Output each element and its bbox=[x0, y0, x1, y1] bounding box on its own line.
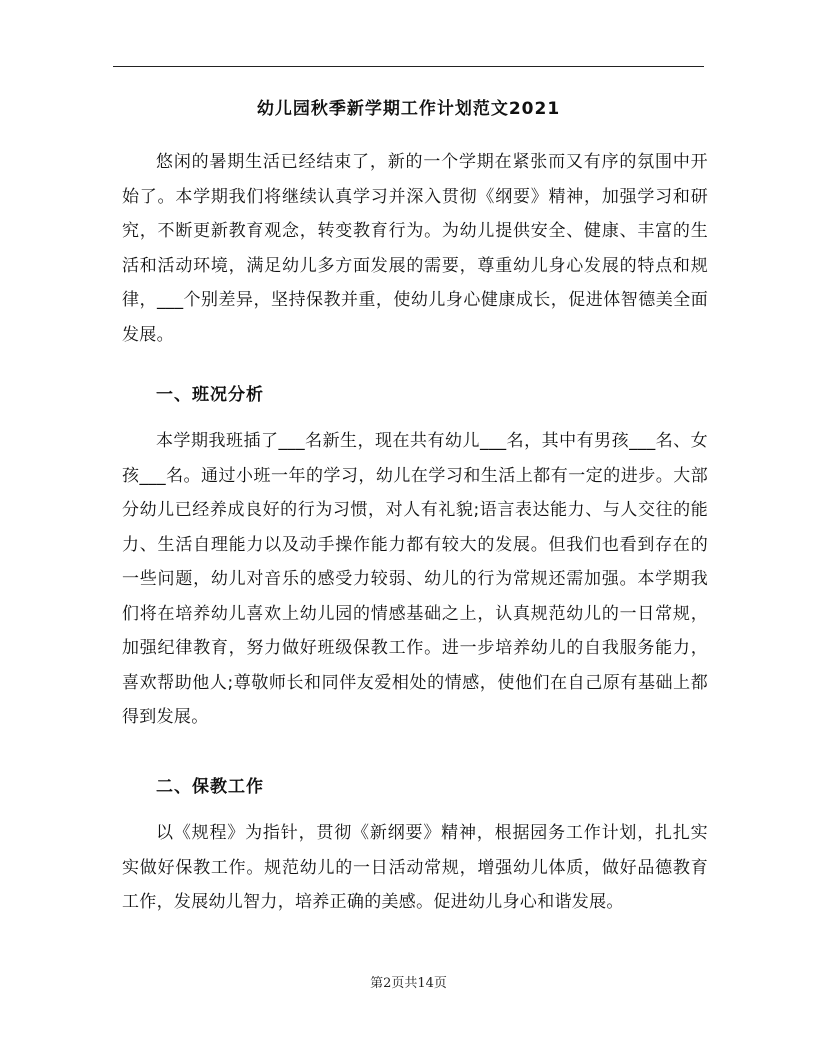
page-number-footer: 第2页共14页 bbox=[370, 976, 447, 991]
section-heading-care-education: 二、保教工作 bbox=[156, 777, 264, 797]
class-analysis-paragraph: 本学期我班插了___名新生，现在共有幼儿___名，其中有男孩___名、女孩___名。通过小班一年的学习，幼儿在学习和生活上都有一定的进步。大部分幼儿已经养成良好的行为习惯，对人有礼貌;语言表达能力、与人交往的能力、生活自理能力以及动手操作能力都有较大的发展。但我们也看到存在的一些问题，幼儿对音乐的感受力较弱、幼儿的行为常规还需加强。本学期我们将在培养幼儿喜欢上幼儿园的情感基础之上，认真规范幼儿的一日常规，加强纪律教育，努力做好班级保教工作。进一步培养幼儿的自我服务能力，喜欢帮助他人;尊敬师长和同伴友爱相处的情感，使他们在自己原有基础上都得到发展。 bbox=[122, 431, 708, 727]
care-education-paragraph: 以《规程》为指针，贯彻《新纲要》精神，根据园务工作计划，扎扎实实做好保教工作。规范幼儿的一日活动常规，增强幼儿体质，做好品德教育工作，发展幼儿智力，培养正确的美感。促进幼儿身心和谐发展。 bbox=[122, 823, 708, 912]
document-title: 幼儿园秋季新学期工作计划范文2021 bbox=[256, 99, 561, 119]
intro-paragraph: 悠闲的暑期生活已经结束了，新的一个学期在紧张而又有序的氛围中开始了。本学期我们将继续认真学习并深入贯彻《纲要》精神，加强学习和研究，不断更新教育观念，转变教育行为。为幼儿提供安全、健康、丰富的生活和活动环境，满足幼儿多方面发展的需要，尊重幼儿身心发展的特点和规律，___个别差异，坚持保教并重，使幼儿身心健康成长，促进体智德美全面发展。 bbox=[122, 152, 708, 345]
header-rule bbox=[113, 66, 704, 67]
section-heading-class-analysis: 一、班况分析 bbox=[156, 385, 264, 405]
